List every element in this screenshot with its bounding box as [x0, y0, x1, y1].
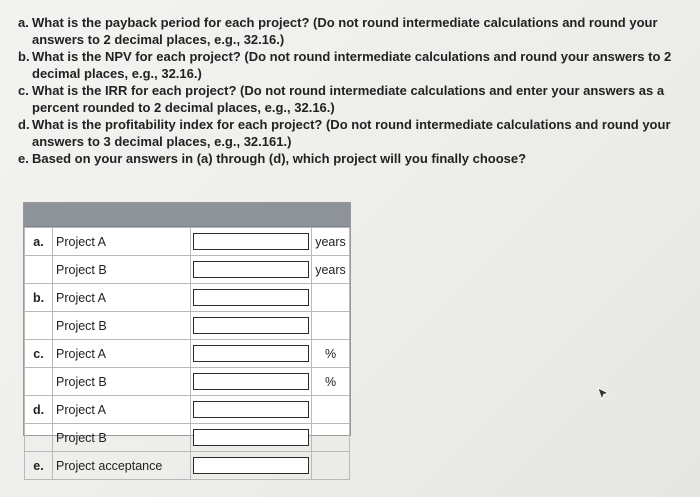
table-row: [25, 284, 350, 312]
answer-input-payback-a[interactable]: [193, 233, 309, 250]
unit-label: %: [312, 340, 350, 368]
table-row: [25, 452, 350, 480]
answer-cell: [191, 396, 312, 424]
row-label: Project A: [53, 228, 191, 256]
question-letter: a.: [18, 15, 29, 30]
question-letter: e.: [18, 151, 29, 166]
row-label: Project B: [53, 312, 191, 340]
row-letter: [25, 312, 53, 340]
question-list: [18, 14, 686, 167]
table-row: [25, 228, 350, 256]
row-label: Project A: [53, 396, 191, 424]
row-letter: [25, 368, 53, 396]
question-b: [18, 48, 686, 82]
unit-label: [312, 312, 350, 340]
question-text: What is the NPV for each project? (Do not round intermediate calculations and round your answers to 2 decimal places, e.g., 32.16.): [32, 49, 672, 81]
question-text: What is the payback period for each project? (Do not round intermediate calculations and round your answers to 2 decimal places, e.g., 32.16.): [32, 15, 658, 47]
question-letter: d.: [18, 117, 30, 132]
table-row: [25, 396, 350, 424]
question-c: [18, 82, 686, 116]
question-text: Based on your answers in (a) through (d), which project will you finally choose?: [32, 151, 527, 166]
table-row: [25, 312, 350, 340]
question-text: What is the IRR for each project? (Do not round intermediate calculations and enter your answers as a percent rounded to 2 decimal places, e.g., 32.16.): [32, 83, 665, 115]
answer-input-npv-a[interactable]: [193, 289, 309, 306]
mouse-pointer-icon: [597, 387, 609, 401]
unit-label: [312, 424, 350, 452]
answer-grid: [24, 227, 350, 480]
answer-cell: [191, 284, 312, 312]
unit-label: years: [312, 228, 350, 256]
row-label: Project acceptance: [53, 452, 191, 480]
table-row: [25, 368, 350, 396]
answer-cell: [191, 312, 312, 340]
row-letter: e.: [25, 452, 53, 480]
answer-select-project-acceptance[interactable]: [193, 457, 309, 474]
unit-label: [312, 284, 350, 312]
row-letter: b.: [25, 284, 53, 312]
answer-table: [23, 202, 351, 473]
row-label: Project B: [53, 424, 191, 452]
answer-cell: [191, 340, 312, 368]
question-text: What is the profitability index for each project? (Do not round intermediate calculations and round your answers to 3 decimal places, e.g., 32.161.): [32, 117, 671, 149]
answer-cell: [191, 452, 312, 480]
question-d: [18, 116, 686, 150]
answer-input-irr-a[interactable]: [193, 345, 309, 362]
question-letter: b.: [18, 49, 30, 64]
row-letter: [25, 256, 53, 284]
row-letter: d.: [25, 396, 53, 424]
unit-label: %: [312, 368, 350, 396]
row-letter: [25, 424, 53, 452]
table-row: [25, 424, 350, 452]
table-row: [25, 340, 350, 368]
answer-input-payback-b[interactable]: [193, 261, 309, 278]
answer-input-pi-b[interactable]: [193, 429, 309, 446]
row-letter: a.: [25, 228, 53, 256]
row-label: Project A: [53, 340, 191, 368]
question-letter: c.: [18, 83, 29, 98]
answer-cell: [191, 368, 312, 396]
answer-input-pi-a[interactable]: [193, 401, 309, 418]
row-label: Project B: [53, 256, 191, 284]
row-label: Project B: [53, 368, 191, 396]
table-row: [25, 256, 350, 284]
answer-cell: [191, 256, 312, 284]
table-header-bar: [24, 203, 350, 227]
row-letter: c.: [25, 340, 53, 368]
answer-input-npv-b[interactable]: [193, 317, 309, 334]
question-e: [18, 150, 686, 167]
unit-label: years: [312, 256, 350, 284]
answer-input-irr-b[interactable]: [193, 373, 309, 390]
answer-cell: [191, 424, 312, 452]
unit-label: [312, 452, 350, 480]
question-a: [18, 14, 686, 48]
unit-label: [312, 396, 350, 424]
answer-cell: [191, 228, 312, 256]
row-label: Project A: [53, 284, 191, 312]
